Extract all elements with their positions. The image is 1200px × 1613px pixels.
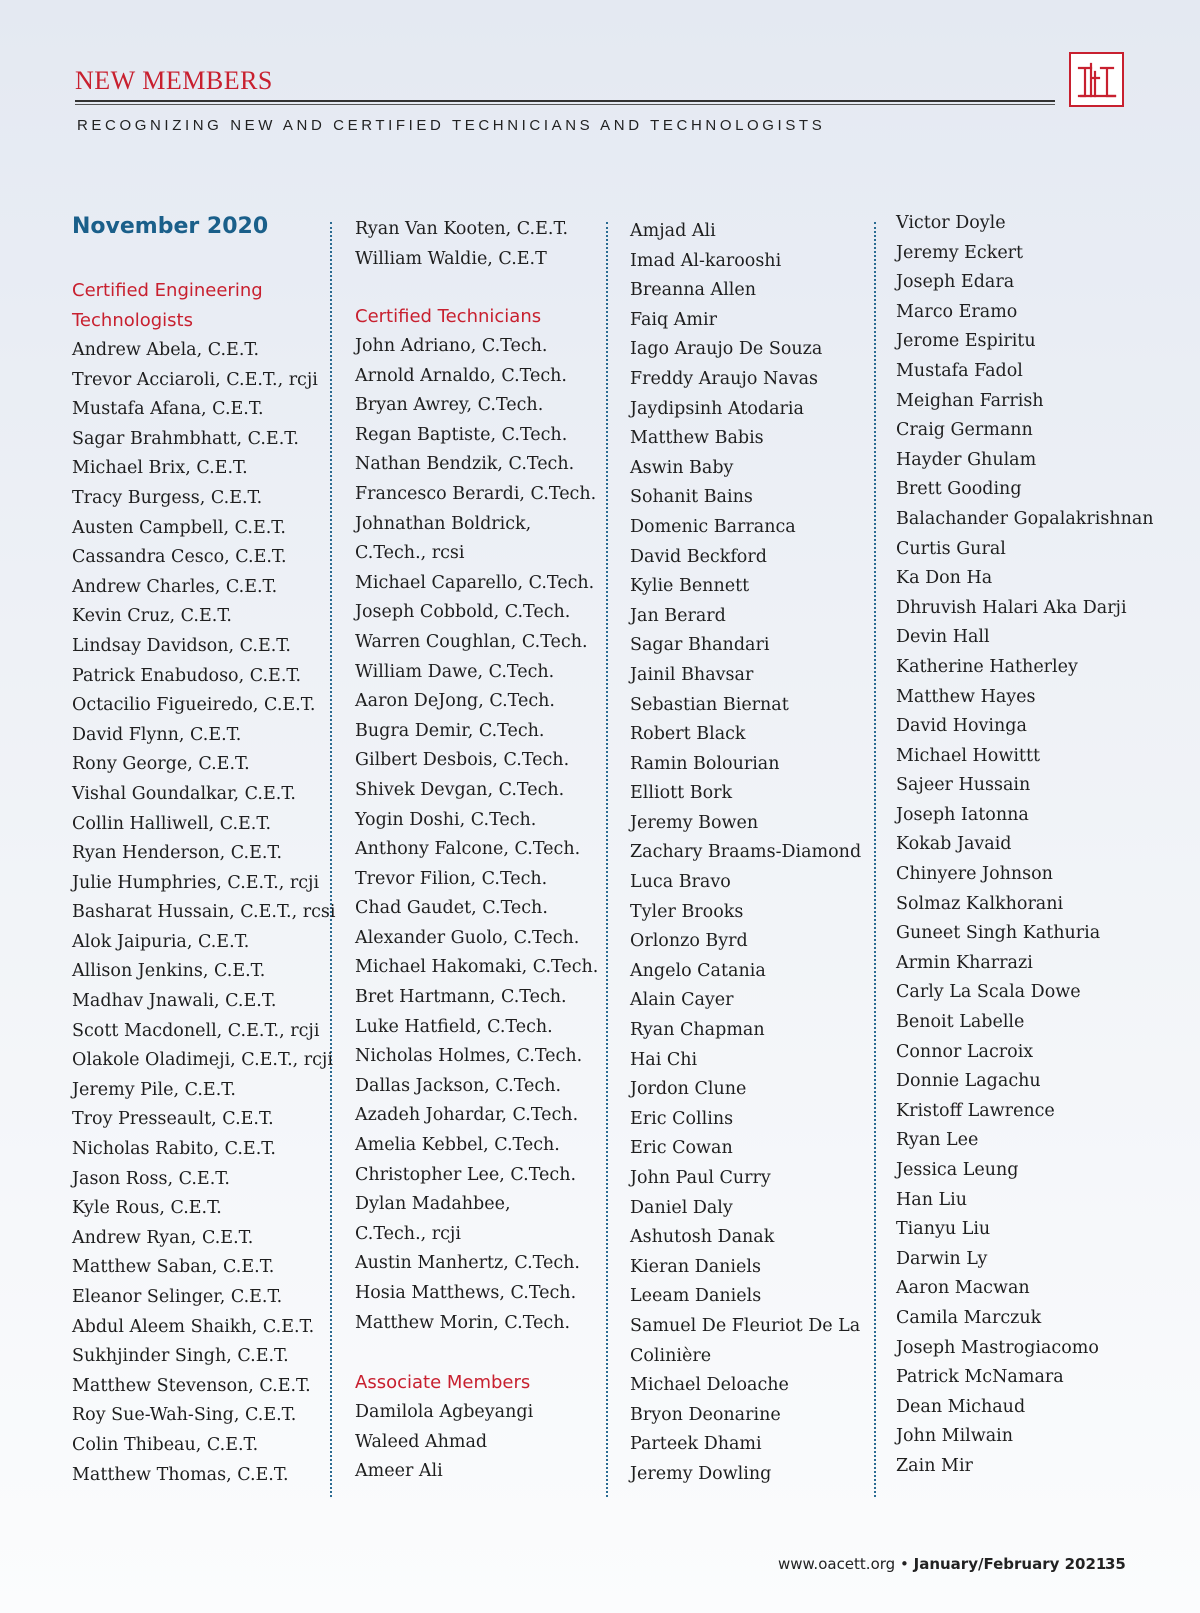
member-name: Patrick Enabudoso, C.E.T. — [72, 665, 302, 686]
member-name: C.Tech., rcji — [355, 1223, 461, 1244]
page-title: NEW MEMBERS — [75, 66, 273, 95]
member-name: Hosia Matthews, C.Tech. — [355, 1283, 577, 1303]
member-name: Jerome Espiritu — [896, 331, 1036, 352]
member-name: Sohanit Bains — [630, 487, 753, 508]
member-name: Michael Howittt — [896, 745, 1041, 766]
member-name: Amjad Ali — [630, 221, 716, 241]
member-name: Jeremy Eckert — [896, 242, 1024, 263]
member-name: Joseph Cobbold, C.Tech. — [355, 602, 571, 623]
member-name: Kristoff Lawrence — [896, 1100, 1055, 1121]
member-name: Damilola Agbeyangi — [355, 1402, 534, 1422]
member-name: Gilbert Desbois, C.Tech. — [355, 750, 570, 771]
member-name: Curtis Gural — [896, 538, 1006, 559]
member-name: Mustafa Fadol — [896, 360, 1023, 381]
member-name: Cassandra Cesco, C.E.T. — [72, 547, 287, 568]
member-name: Jainil Bhavsar — [630, 664, 754, 685]
member-name: Orlonzo Byrd — [630, 931, 748, 952]
member-name: Kevin Cruz, C.E.T. — [72, 606, 232, 627]
member-name: Jeremy Bowen — [630, 812, 759, 833]
member-name: Tyler Brooks — [630, 901, 744, 922]
member-name: Colin Thibeau, C.E.T. — [72, 1434, 259, 1455]
member-name: Michael Caparello, C.Tech. — [355, 572, 595, 593]
member-name: Scott Macdonell, C.E.T., rcji — [72, 1020, 320, 1041]
member-name: Aaron Macwan — [896, 1278, 1030, 1299]
associate-continued-col4 — [896, 209, 1154, 1482]
member-name: Austen Campbell, C.E.T. — [72, 517, 286, 538]
footer-website: www.oacett.org — [778, 1555, 896, 1573]
member-name: Christopher Lee, C.Tech. — [355, 1164, 577, 1185]
member-name: Freddy Araujo Navas — [630, 368, 818, 389]
member-name: John Milwain — [896, 1426, 1014, 1447]
member-name: Sagar Brahmbhatt, C.E.T. — [72, 428, 299, 449]
member-name: Hayder Ghulam — [896, 449, 1037, 470]
member-name: Jeremy Dowling — [630, 1463, 772, 1484]
section-heading-associate: Associate Members — [355, 1372, 531, 1393]
member-name: Marco Eramo — [896, 301, 1018, 322]
member-name: Mustafa Afana, C.E.T. — [72, 399, 264, 420]
member-name: Octacilio Figueiredo, C.E.T. — [72, 695, 316, 716]
column-divider — [606, 222, 608, 1497]
member-name: Alok Jaipuria, C.E.T. — [72, 931, 250, 952]
member-name: David Beckford — [630, 546, 767, 567]
member-name: Colinière — [630, 1345, 712, 1366]
member-name: Ryan Chapman — [630, 1020, 765, 1041]
member-name: Brett Gooding — [896, 479, 1022, 500]
member-name: Warren Coughlan, C.Tech. — [355, 631, 588, 652]
member-name: Troy Presseault, C.E.T. — [72, 1109, 274, 1130]
cet-list — [72, 336, 336, 1490]
ct-list — [355, 332, 598, 1338]
member-name: Kyle Rous, C.E.T. — [72, 1198, 222, 1219]
member-name: Abdul Aleem Shaikh, C.E.T. — [72, 1316, 315, 1337]
member-name: Michael Brix, C.E.T. — [72, 458, 248, 479]
member-name: Nicholas Rabito, C.E.T. — [72, 1139, 276, 1160]
member-name: Domenic Barranca — [630, 516, 796, 537]
section-heading-cet-line2: Technologists — [72, 310, 193, 331]
member-name: Sajeer Hussain — [896, 775, 1031, 796]
member-name: Lindsay Davidson, C.E.T. — [72, 635, 291, 656]
member-name: Patrick McNamara — [896, 1367, 1064, 1388]
member-name: Olakole Oladimeji, C.E.T., rcji — [72, 1050, 333, 1071]
associate-list-continued — [630, 217, 861, 1490]
cet-continued — [355, 215, 568, 274]
member-name: Nicholas Holmes, C.Tech. — [355, 1046, 583, 1067]
member-name: Matthew Saban, C.E.T. — [72, 1257, 275, 1278]
member-name: Bryan Awrey, C.Tech. — [355, 395, 544, 416]
member-name: Francesco Berardi, C.Tech. — [355, 483, 597, 504]
member-name: William Waldie, C.E.T — [355, 248, 547, 269]
member-name: Robert Black — [630, 724, 746, 745]
member-name: Ramin Bolourian — [630, 753, 780, 774]
member-name: Solmaz Kalkhorani — [896, 893, 1064, 914]
member-name: Balachander Gopalakrishnan — [896, 508, 1154, 529]
member-name: C.Tech., rcsi — [355, 543, 465, 564]
member-name: Dhruvish Halari Aka Darji — [896, 597, 1127, 618]
member-name: Collin Halliwell, C.E.T. — [72, 813, 272, 834]
member-name: Eric Collins — [630, 1108, 734, 1129]
member-name: Faiq Amir — [630, 309, 717, 330]
associate-list — [355, 1398, 533, 1487]
member-name: Eric Cowan — [630, 1138, 733, 1159]
month-heading: November 2020 — [72, 214, 269, 239]
member-name: Matthew Babis — [630, 428, 764, 449]
member-name: Ryan Van Kooten, C.E.T. — [355, 219, 569, 239]
member-name: Julie Humphries, C.E.T., rcji — [72, 872, 320, 893]
member-name: Allison Jenkins, C.E.T. — [72, 961, 266, 982]
header-rule — [75, 100, 1055, 102]
member-name: Victor Doyle — [896, 213, 1006, 233]
member-name: Ryan Lee — [896, 1130, 979, 1151]
member-name: Ka Don Ha — [896, 568, 993, 589]
member-name: Han Liu — [896, 1189, 968, 1210]
member-name: Chad Gaudet, C.Tech. — [355, 898, 548, 919]
page-subtitle: RECOGNIZING NEW AND CERTIFIED TECHNICIANS AND TECHNOLOGISTS — [77, 117, 826, 134]
footer-issue: January/February 2021 — [913, 1555, 1107, 1573]
section-heading-ct: Certified Technicians — [355, 306, 542, 327]
member-name: Roy Sue-Wah-Sing, C.E.T. — [72, 1405, 297, 1426]
member-name: Bugra Demir, C.Tech. — [355, 720, 545, 741]
member-name: Donnie Lagachu — [896, 1071, 1041, 1092]
header-rule-thin — [75, 104, 1055, 105]
associate-list-continued — [896, 209, 1154, 1482]
member-name: Luke Hatfield, C.Tech. — [355, 1016, 553, 1037]
member-name: David Flynn, C.E.T. — [72, 724, 242, 745]
member-name: Kylie Bennett — [630, 576, 750, 597]
member-name: Imad Al-karooshi — [630, 250, 782, 271]
member-name: Elliott Bork — [630, 783, 733, 804]
member-name: Ryan Henderson, C.E.T. — [72, 843, 283, 864]
member-name: Camila Marczuk — [896, 1307, 1042, 1328]
member-name: Anthony Falcone, C.Tech. — [355, 839, 581, 860]
member-name: Meighan Farrish — [896, 390, 1044, 411]
page-number: 35 — [1105, 1555, 1126, 1573]
member-name: Angelo Catania — [630, 960, 766, 981]
member-name: Chinyere Johnson — [896, 864, 1053, 885]
footer — [778, 1555, 1106, 1573]
member-name: John Paul Curry — [630, 1168, 771, 1188]
member-name: Jason Ross, C.E.T. — [72, 1168, 230, 1189]
member-name: William Dawe, C.Tech. — [355, 661, 555, 682]
member-name: Connor Lacroix — [896, 1041, 1034, 1062]
member-name: Trevor Acciaroli, C.E.T., rcji — [72, 369, 318, 390]
member-name: Aaron DeJong, C.Tech. — [355, 691, 555, 712]
member-name: Regan Baptiste, C.Tech. — [355, 424, 568, 445]
member-name: Dallas Jackson, C.Tech. — [355, 1075, 562, 1096]
member-name: Samuel De Fleuriot De La — [630, 1315, 861, 1336]
member-name: Parteek Dhami — [630, 1434, 762, 1455]
ottt-logo-icon — [1069, 52, 1124, 107]
member-name: Sebastian Biernat — [630, 694, 789, 715]
member-name: Bryon Deonarine — [630, 1404, 781, 1425]
member-name: Kieran Daniels — [630, 1256, 761, 1277]
member-name: Rony George, C.E.T. — [72, 754, 250, 775]
member-name: Johnathan Boldrick, — [355, 513, 532, 534]
member-name: Armin Kharrazi — [896, 952, 1033, 973]
associate-section — [355, 1368, 533, 1487]
member-name: Michael Deloache — [630, 1375, 789, 1396]
member-name: Alexander Guolo, C.Tech. — [355, 927, 580, 948]
cet-section — [72, 276, 336, 1490]
member-name: Madhav Jnawali, C.E.T. — [72, 991, 277, 1012]
member-name: Trevor Filion, C.Tech. — [355, 868, 548, 889]
member-name: Katherine Hatherley — [896, 656, 1078, 677]
footer-separator: • — [899, 1555, 909, 1573]
member-name: Kokab Javaid — [896, 834, 1012, 855]
member-name: Leeam Daniels — [630, 1286, 762, 1307]
member-name: Breanna Allen — [630, 280, 757, 301]
member-name: Tracy Burgess, C.E.T. — [72, 487, 263, 508]
section-heading-cet-line1: Certified Engineering — [72, 280, 263, 301]
member-name: Daniel Daly — [630, 1197, 733, 1218]
member-name: Basharat Hussain, C.E.T., rcsi — [72, 902, 336, 923]
member-name: Alain Cayer — [630, 990, 734, 1011]
member-name: Guneet Singh Kathuria — [896, 923, 1101, 944]
member-name: Jessica Leung — [896, 1160, 1019, 1180]
member-name: Sagar Bhandari — [630, 635, 770, 656]
member-name: Waleed Ahmad — [355, 1431, 488, 1452]
member-name: Vishal Goundalkar, C.E.T. — [72, 783, 296, 804]
member-name: Andrew Charles, C.E.T. — [72, 576, 278, 597]
member-name: Hai Chi — [630, 1049, 698, 1070]
member-name: Joseph Edara — [896, 272, 1015, 293]
member-name: John Adriano, C.Tech. — [355, 336, 548, 356]
member-name: Luca Bravo — [630, 872, 731, 893]
member-name: Shivek Devgan, C.Tech. — [355, 779, 565, 800]
member-name: David Hovinga — [896, 716, 1027, 737]
member-name: Joseph Iatonna — [896, 804, 1029, 825]
member-name: Bret Hartmann, C.Tech. — [355, 987, 567, 1008]
member-name: Joseph Mastrogiacomo — [896, 1337, 1099, 1358]
member-name: Devin Hall — [896, 627, 990, 648]
member-name: Jordon Clune — [630, 1079, 747, 1100]
column-divider — [874, 222, 876, 1497]
member-name: Dylan Madahbee, — [355, 1194, 511, 1215]
member-name: Arnold Arnaldo, C.Tech. — [355, 365, 567, 386]
ct-section — [355, 302, 598, 1338]
member-name: Andrew Ryan, C.E.T. — [72, 1227, 254, 1248]
member-name: Matthew Hayes — [896, 686, 1036, 707]
member-name: Zain Mir — [896, 1455, 973, 1476]
member-name: Matthew Stevenson, C.E.T. — [72, 1375, 311, 1396]
member-name: Sukhjinder Singh, C.E.T. — [72, 1346, 289, 1367]
member-name: Ashutosh Danak — [630, 1227, 775, 1248]
member-name: Austin Manhertz, C.Tech. — [355, 1253, 580, 1274]
member-name: Zachary Braams-Diamond — [630, 842, 862, 863]
member-name: Aswin Baby — [630, 457, 734, 478]
member-name: Michael Hakomaki, C.Tech. — [355, 957, 599, 978]
member-name: Craig Germann — [896, 420, 1033, 441]
member-name: Iago Araujo De Souza — [630, 339, 823, 360]
member-name: Jeremy Pile, C.E.T. — [72, 1079, 236, 1100]
cet-list-continued — [355, 215, 568, 274]
member-name: Jan Berard — [630, 605, 726, 626]
member-name: Eleanor Selinger, C.E.T. — [72, 1287, 283, 1307]
associate-continued-col3 — [630, 217, 861, 1490]
member-name: Benoit Labelle — [896, 1012, 1025, 1033]
member-name: Azadeh Johardar, C.Tech. — [355, 1105, 579, 1126]
member-name: Nathan Bendzik, C.Tech. — [355, 454, 575, 475]
member-name: Tianyu Liu — [896, 1219, 991, 1240]
member-name: Carly La Scala Dowe — [896, 982, 1081, 1003]
member-name: Jaydipsinh Atodaria — [630, 398, 804, 419]
member-name: Yogin Doshi, C.Tech. — [355, 809, 537, 830]
member-name: Darwin Ly — [896, 1248, 988, 1269]
member-name: Amelia Kebbel, C.Tech. — [355, 1135, 560, 1156]
member-name: Matthew Thomas, C.E.T. — [72, 1464, 289, 1485]
member-name: Andrew Abela, C.E.T. — [72, 340, 260, 360]
member-name: Dean Michaud — [896, 1396, 1026, 1417]
member-name: Matthew Morin, C.Tech. — [355, 1312, 571, 1333]
member-name: Ameer Ali — [355, 1461, 443, 1482]
